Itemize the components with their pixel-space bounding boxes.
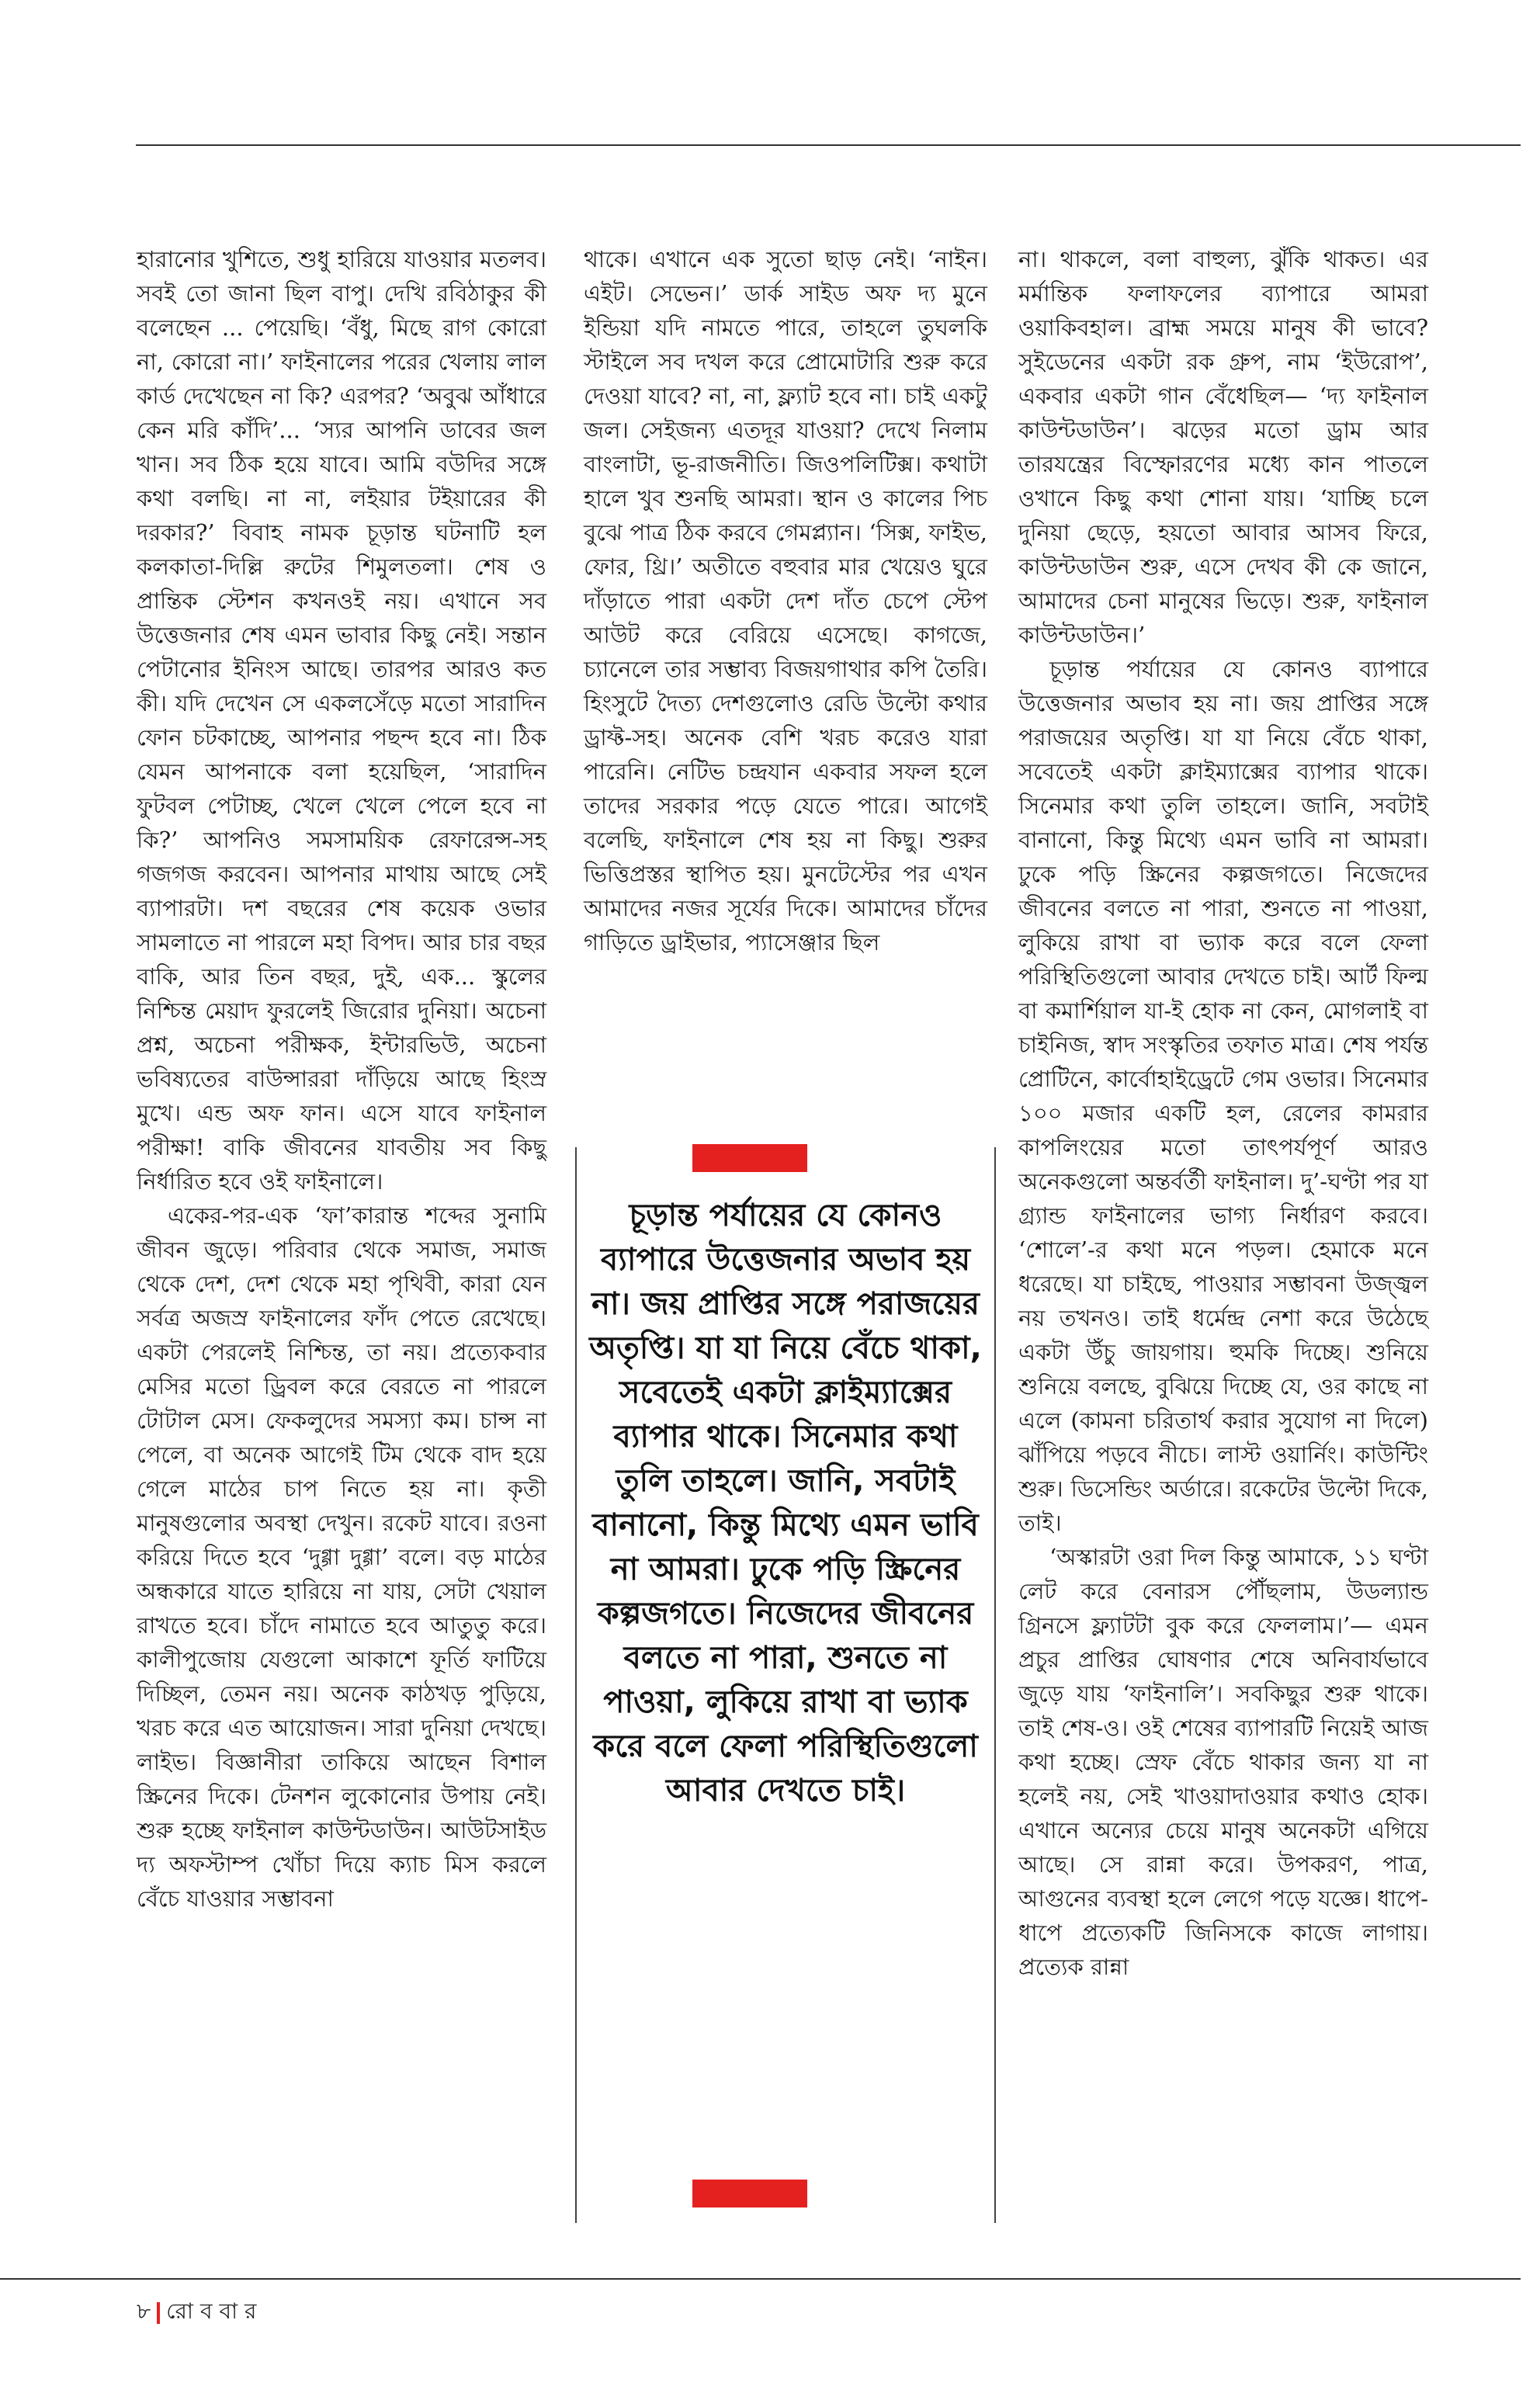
pullquote-accent-bar-bottom	[692, 2180, 807, 2207]
pullquote	[584, 1144, 987, 2207]
article-column-2	[584, 242, 987, 959]
footer-separator	[157, 2302, 160, 2324]
pullquote-accent-bar-top	[692, 1144, 807, 1172]
paragraph: হারানোর খুশিতে, শুধু হারিয়ে যাওয়ার মতলব। সবই তো জানা ছিল বাপু। দেখি রবিঠাকুর কী বলেছেন ... পেয়েছি। ‘বঁধু, মিছে রাগ কোরো না, কোরো না।’ ফাইনালের পরের খেলায় লাল কার্ড দেখেছেন না কি? এরপর? ‘অবুঝ আঁধারে কেন মরি কাঁদি’... ‘স্যর আপনি ডাবের জল খান। সব ঠিক হয়ে যাবে। আমি বউদির সঙ্গে কথা বলছি। না না, লইয়ার টইয়ারের কী দরকার?’ বিবাহ নামক চূড়ান্ত ঘটনাটি হল কলকাতা-দিল্লি রুটের শিমুলতলা। শেষ ও প্রান্তিক স্টেশন কখনওই নয়। এখানে সব উত্তেজনার শেষ এমন ভাবার কিছু নেই। সন্তান পেটানোর ইনিংস আছে। তারপর আরও কত কী। যদি দেখেন সে একলসেঁড়ে মতো সারাদিন ফোন চটকাচ্ছে, আপনার পছন্দ হবে না। ঠিক যেমন আপনাকে বলা হয়েছিল, ‘সারাদিন ফুটবল পেটাচ্ছ, খেলে খেলে পেলে হবে না কি?’ আপনিও সমসাময়িক রেফারেন্স-সহ গজগজ করবেন। আপনার মাথায় আছে সেই ব্যাপারটা। দশ বছরের শেষ কয়েক ওভার সামলাতে না পারলে মহা বিপদ। আর চার বছর বাকি, আর তিন বছর, দুই, এক... স্কুলের নিশ্চিন্ত মেয়াদ ফুরলেই জিরোর দুনিয়া। অচেনা প্রশ্ন, অচেনা পরীক্ষক, ইন্টারভিউ, অচেনা ভবিষ্যতের বাউন্সাররা দাঁড়িয়ে আছে হিংস্র মুখে। এন্ড অফ ফান। এসে যাবে ফাইনাল পরীক্ষা! বাকি জীবনের যাবতীয় সব কিছু নির্ধারিত হবে ওই ফাইনালে।	[137, 246, 546, 1195]
top-rule	[136, 144, 1521, 146]
pullquote-divider-left	[575, 1147, 577, 2223]
pullquote-divider-right	[994, 1147, 996, 2223]
bottom-rule	[0, 2278, 1521, 2280]
paragraph: থাকে। এখানে এক সুতো ছাড় নেই। ‘নাইন। এইট। সেভেন।’ ডার্ক সাইড অফ দ্য মুনে ইন্ডিয়া যদি নামতে পারে, তাহলে তুঘলকি স্টাইলে সব দখল করে প্রোমোটারি শুরু করে দেওয়া যাবে? না, না, ফ্ল্যাট হবে না। চাই একটু জল। সেইজন্য এতদূর যাওয়া? দেখে নিলাম বাংলাটা, ভূ-রাজনীতি। জিওপলিটিক্স। কথাটা হালে খুব শুনছি আমরা। স্থান ও কালের পিচ বুঝে পাত্র ঠিক করবে গেমপ্ল্যান। ‘সিক্স, ফাইভ, ফোর, থ্রি।’ অতীতে বহুবার মার খেয়েও ঘুরে দাঁড়াতে পারা একটা দেশ দাঁত চেপে স্টেপ আউট করে বেরিয়ে এসেছে। কাগজে, চ্যানেলে তার সম্ভাব্য বিজয়গাথার কপি তৈরি। হিংসুটে দৈত্য দেশগুলোও রেডি উল্টো কথার ড্রাফ্ট-সহ। অনেক বেশি খরচ করেও যারা পারেনি। নেটিভ চন্দ্রযান একবার সফল হলে তাদের সরকার পড়ে যেতে পারে। আগেই বলেছি, ফাইনালে শেষ হয় না কিছু। শুরুর ভিত্তিপ্রস্তর স্থাপিত হয়। মুনটেস্টের পর এখন আমাদের নজর সূর্যের দিকে। আমাদের চাঁদের গাড়িতে ড্রাইভার, প্যাসেঞ্জার ছিল	[584, 246, 987, 955]
page-number: ৮	[137, 2298, 151, 2324]
paragraph: না। থাকলে, বলা বাহুল্য, ঝুঁকি থাকত। এর মর্মান্তিক ফলাফলের ব্যাপারে আমরা ওয়াকিবহাল। ব্রাহ্ম সময়ে মানুষ কী ভাবে? সুইডেনের একটা রক গ্রুপ, নাম ‘ইউরোপ’, একবার একটা গান বেঁধেছিল— ‘দ্য ফাইনাল কাউন্টডাউন’। ঝড়ের মতো ড্রাম আর তারযন্ত্রের বিস্ফোরণের মধ্যে কান পাতলে ওখানে কিছু কথা শোনা যায়। ‘যাচ্ছি চলে দুনিয়া ছেড়ে, হয়তো আবার আসব ফিরে, কাউন্টডাউন শুরু, এসে দেখব কী কে জানে, আমাদের চেনা মানুষের ভিড়ে। শুরু, ফাইনাল কাউন্টডাউন।’	[1018, 246, 1428, 648]
paragraph: চূড়ান্ত পর্যায়ের যে কোনও ব্যাপারে উত্তেজনার অভাব হয় না। জয় প্রাপ্তির সঙ্গে পরাজয়ের অতৃপ্তি। যা যা নিয়ে বেঁচে থাকা, সবেতেই একটা ক্লাইম্যাক্সের ব্যাপার থাকে। সিনেমার কথা তুলি তাহলে। জানি, সবটাই বানানো, কিন্তু মিথ্যে এমন ভাবি না আমরা। ঢুকে পড়ি স্ক্রিনের কল্পজগতে। নিজেদের জীবনের বলতে না পারা, শুনতে না পাওয়া, লুকিয়ে রাখা বা ভ্যাক করে বলে ফেলা পরিস্থিতিগুলো আবার দেখতে চাই। আর্ট ফিল্ম বা কমার্শিয়াল যা-ই হোক না কেন, মোগলাই বা চাইনিজ, স্বাদ সংস্কৃতির তফাত মাত্র। শেষ পর্যন্ত প্রোটিনে, কার্বোহাইড্রেটে গেম ওভার। সিনেমার ১০০ মজার একটি হল, রেলের কামরার কাপলিংয়ের মতো তাৎপর্যপূর্ণ আরও অনেকগুলো অন্তর্বর্তী ফাইনাল। দু’-ঘণ্টা পর যা গ্র্যান্ড ফাইনালের ভাগ্য নির্ধারণ করবে। ‘শোলে’-র কথা মনে পড়ল। হেমাকে মনে ধরেছে। যা চাইছে, পাওয়ার সম্ভাবনা উজ্জ্বল নয় তখনও। তাই ধর্মেন্দ্র নেশা করে উঠেছে একটা উঁচু জায়গায়। হুমকি দিচ্ছে। শুনিয়ে শুনিয়ে বলছে, বুঝিয়ে দিচ্ছে যে, ওর কাছে না এলে (কামনা চরিতার্থ করার সুযোগ না দিলে) ঝাঁপিয়ে পড়বে নীচে। লাস্ট ওয়ার্নিং। কাউন্টিং শুরু। ডিসেন্ডিং অর্ডারে। রকেটের উল্টো দিকে, তাই।	[1018, 656, 1428, 1536]
paragraph: একের-পর-এক ‘ফা’কারান্ত শব্দের সুনামি জীবন জুড়ে। পরিবার থেকে সমাজ, সমাজ থেকে দেশ, দেশ থেকে মহা পৃথিবী, কারা যেন সর্বত্র অজস্র ফাইনালের ফাঁদ পেতে রেখেছে। একটা পেরলেই নিশ্চিন্ত, তা নয়। প্রত্যেকবার মেসির মতো ড্রিবল করে বেরতে না পারলে টোটাল মেস। ফেকলুদের সমস্যা কম। চান্স না পেলে, বা অনেক আগেই টিম থেকে বাদ হয়ে গেলে মাঠের চাপ নিতে হয় না। কৃতী মানুষগুলোর অবস্থা দেখুন। রকেট যাবে। রওনা করিয়ে দিতে হবে ‘দুগ্গা দুগ্গা’ বলে। বড় মাঠের অন্ধকারে যাতে হারিয়ে না যায়, সেটা খেয়াল রাখতে হবে। চাঁদে নামাতে হবে আতুতু করে। কালীপুজোয় যেগুলো আকাশে ফূর্তি ফাটিয়ে দিচ্ছিল, তেমন নয়। অনেক কাঠখড় পুড়িয়ে, খরচ করে এত আয়োজন। সারা দুনিয়া দেখছে। লাইভ। বিজ্ঞানীরা তাকিয়ে আছেন বিশাল স্ক্রিনের দিকে। টেনশন লুকোনোর উপায় নেই। শুরু হচ্ছে ফাইনাল কাউন্টডাউন। আউটসাইড দ্য অফস্টাম্প খোঁচা দিয়ে ক্যাচ মিস করলে বেঁচে যাওয়ার সম্ভাবনা	[137, 1202, 546, 1912]
article-column-1	[137, 242, 546, 1916]
pullquote-text: চূড়ান্ত পর্যায়ের যে কোনও ব্যাপারে উত্তেজনার অভাব হয় না। জয় প্রাপ্তির সঙ্গে পরাজয়ের অতৃপ্তি। যা যা নিয়ে বেঁচে থাকা, সবেতেই একটা ক্লাইম্যাক্সের ব্যাপার থাকে। সিনেমার কথা তুলি তাহলে। জানি, সবটাই বানানো, কিন্তু মিথ্যে এমন ভাবি না আমরা। ঢুকে পড়ি স্ক্রিনের কল্পজগতে। নিজেদের জীবনের বলতে না পারা, শুনতে না পাওয়া, লুকিয়ে রাখা বা ভ্যাক করে বলে ফেলা পরিস্থিতিগুলো আবার দেখতে চাই।	[589, 1198, 982, 1809]
publication-name: রো ব বা র	[166, 2298, 257, 2324]
article-column-3	[1018, 242, 1428, 1984]
page-footer	[137, 2294, 256, 2331]
paragraph: ‘অস্কারটা ওরা দিল কিন্তু আমাকে, ১১ ঘণ্টা লেট করে বেনারস পৌঁছলাম, উডল্যান্ড গ্রিনসে ফ্ল্যাটটা বুক করে ফেললাম।’— এমন প্রচুর প্রাপ্তির ঘোষণার শেষে অনিবার্যভাবে জুড়ে যায় ‘ফাইনালি’। সবকিছুর শুরু থাকে। তাই শেষ-ও। ওই শেষের ব্যাপারটি নিয়েই আজ কথা হচ্ছে। স্রেফ বেঁচে থাকার জন্য যা না হলেই নয়, সেই খাওয়াদাওয়ার কথাও হোক। এখানে অন্যের চেয়ে মানুষ অনেকটা এগিয়ে আছে। সে রান্না করে। উপকরণ, পাত্র, আগুনের ব্যবস্থা হলে লেগে পড়ে যজ্ঞে। ধাপে-ধাপে প্রত্যেকটি জিনিসকে কাজে লাগায়। প্রত্যেক রান্না	[1018, 1544, 1428, 1980]
